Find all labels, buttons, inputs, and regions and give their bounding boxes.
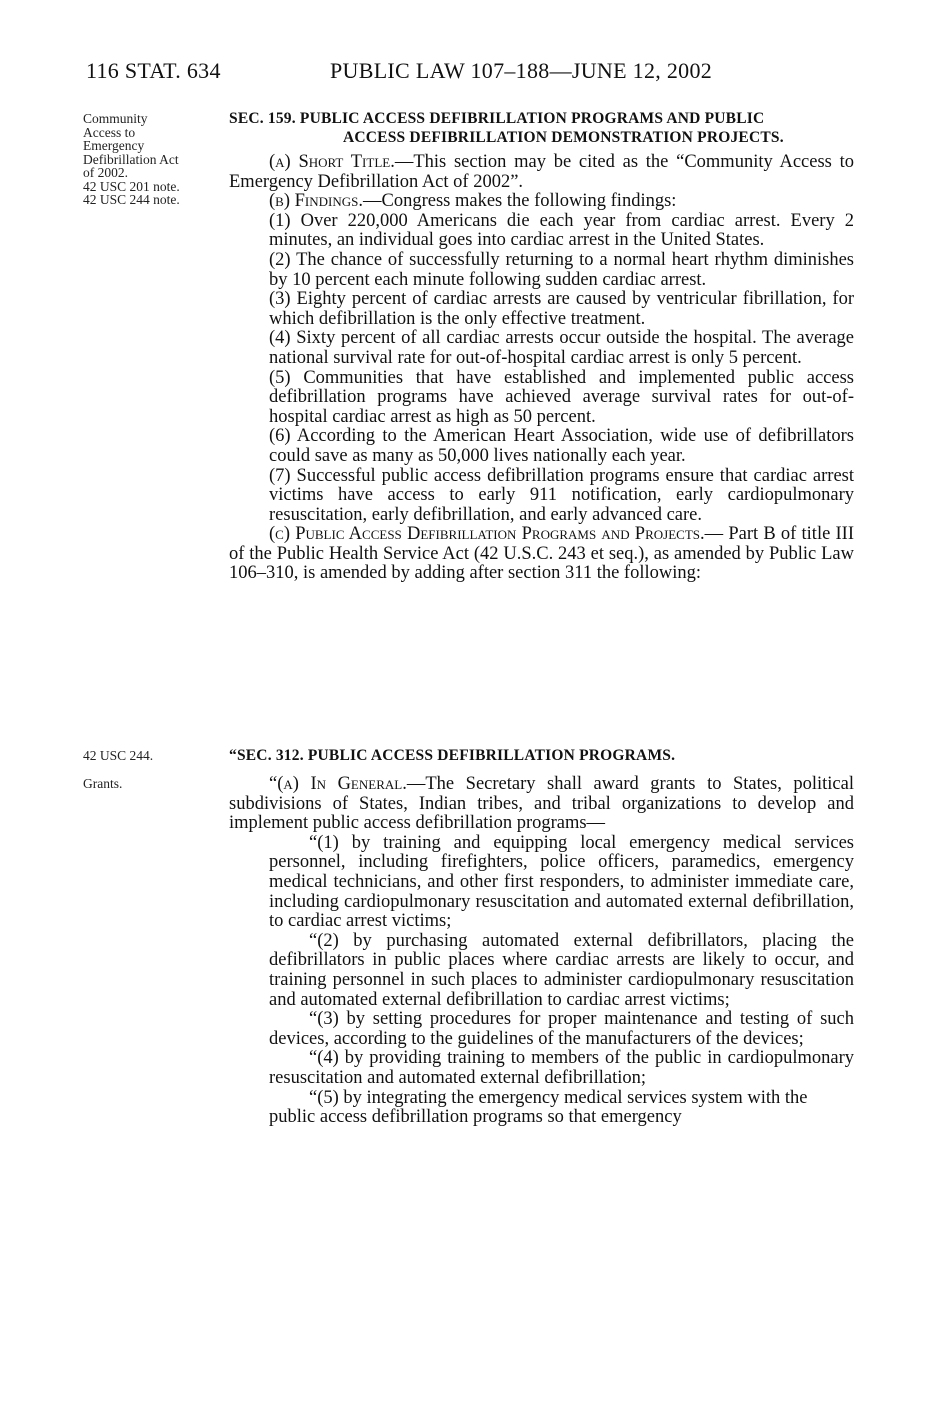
subsection-label: (a) Short Title. [269,152,395,172]
section-heading-line2: ACCESS DEFIBRILLATION DEMONSTRATION PROJECTS. [343,129,784,146]
finding-paragraph: (4) Sixty percent of all cardiac arrests occur outside the hospital. The average national survival rate for out-of-hospital cardiac arrest is only 5 percent. [269,328,854,368]
finding-paragraph: (6) According to the American Heart Association, wide use of defibrillators could save as many as 50,000 lives nationally each year. [269,426,854,466]
subsection-c [229,525,854,584]
finding-paragraph: (3) Eighty percent of cardiac arrests are caused by ventricular fibrillation, for which defibrillation is the only effective treatment. [269,289,854,329]
subsection-label: (b) Findings. [269,191,363,212]
finding-paragraph: (7) Successful public access defibrillation programs ensure that cardiac arrest victims have access to early 911 notification, early cardiopulmonary resuscitation, early defibrillation, and early advanced care. [269,465,854,525]
finding-paragraph: (5) Communities that have established and implemented public access defibrillation programs have achieved average survival rates for out-of-hospital cardiac arrest as high as 50 percent. [269,367,854,427]
section-heading-line1: SEC. 159. PUBLIC ACCESS DEFIBRILLATION PROGRAMS AND PUBLIC [229,110,765,127]
stat-page-number: 116 STAT. 634 [86,58,221,83]
margin-note-line: of 2002. [83,165,128,180]
margin-note-line: Emergency [83,138,145,153]
subsection-label: (c) Public Access Defibrillation Programs and Projects. [269,524,705,545]
program-item: “(1) by training and equipping local emergency medical services personnel, including firefighters, police officers, paramedics, emergency medical technicians, and other first responders, to administer immediate care, including cardiopulmonary resuscitation and automated external defibrillation, to cardiac arrest victims; [269,832,854,932]
program-item: “(4) by providing training to members of the public in cardiopulmonary resuscitation and automated external defibrillation; [269,1048,854,1088]
subsection-text: —This section may be cited as the “Community Access to Emergency Defibrillation Act of 2002”. [229,152,854,192]
program-item: “(5) by integrating the emergency medical services system with the public access defibrillation programs so that emergency [269,1087,808,1128]
margin-note-line: 42 USC 244 note. [83,192,180,207]
running-header [0,58,940,88]
section-159 [229,109,854,584]
finding-paragraph: (1) Over 220,000 Americans die each year from cardiac arrest. Every 2 minutes, an individual goes into cardiac arrest in the United States. [269,210,854,251]
section-312-heading: “SEC. 312. PUBLIC ACCESS DEFIBRILLATION PROGRAMS. [229,747,676,764]
section-312 [229,746,854,1128]
subsection-text: —Congress makes the following findings: [362,191,677,212]
subsection-text: —The Secretary shall award grants to States, political subdivisions of States, Indian tribes, and tribal organizations to develop and implement public access defibrillation programs— [229,774,854,834]
margin-note-line: Access to [83,124,136,140]
subsection-b [229,192,854,212]
margin-note-act-title [83,112,223,207]
margin-note-grants: Grants. [83,776,123,791]
section-159-heading [229,109,854,147]
subsection-a [229,153,854,192]
law-title: PUBLIC LAW 107–188—JUNE 12, 2002 [330,58,713,83]
program-item: “(2) by purchasing automated external defibrillators, placing the defibrillators in public places where cardiac arrests are likely to occur, and training personnel in such places to administer cardiopulmonary resuscitation and automated external defibrillation to cardiac arrest victims; [269,930,854,1010]
subsection-312a [229,775,854,834]
margin-note-usc-244: 42 USC 244. [83,748,154,763]
margin-note-line: Defibrillation Act [83,151,179,167]
finding-paragraph: (2) The chance of successfully returning to a normal heart rhythm diminishes by 10 percent each minute following sudden cardiac arrest. [269,249,854,290]
program-item: “(3) by setting procedures for proper maintenance and testing of such devices, according to the guidelines of the manufacturers of the devices; [269,1009,854,1049]
subsection-label: “(a) In General. [269,774,407,794]
margin-note-line: 42 USC 201 note. [83,178,180,194]
subsection-text: — Part B of title III of the Public Health Service Act (42 U.S.C. 243 et seq.), as amended by Public Law 106–310, is amended by adding after section 311 the following: [229,524,854,584]
margin-note-line: Community [83,111,148,126]
